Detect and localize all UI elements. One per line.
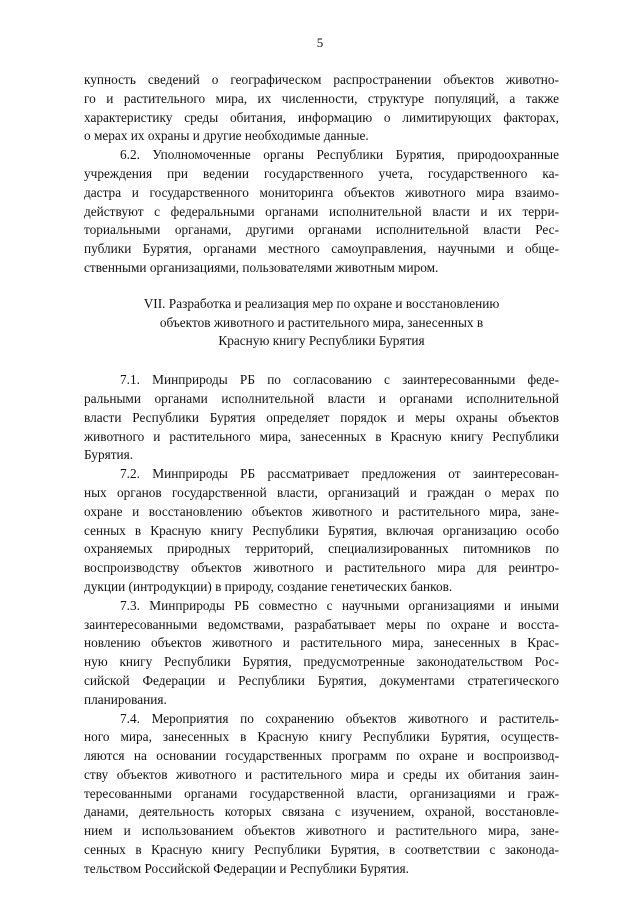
paragraph-7-4 xyxy=(84,710,559,879)
text-line: 7.4. Мероприятия по сохранению объектов животного и раститель- xyxy=(120,710,559,726)
paragraph-7-3 xyxy=(84,597,559,710)
text-line: воспроизводству объектов животного и растительного мира для реинтро- xyxy=(84,560,559,576)
text-line: ного мира, занесенных в Красную книгу Республики Бурятия, осуществ- xyxy=(84,729,559,745)
text-line: ственными организациями, пользователями животным миром. xyxy=(84,259,439,275)
text-line: тересованными органами государственной власти, организациями и граж- xyxy=(84,785,559,801)
text-line: охраняемых природных территорий, специализированных питомников по xyxy=(84,541,559,557)
text-line: 6.2. Уполномоченные органы Республики Бурятия, природоохранные xyxy=(120,147,559,163)
heading-line: VII. Разработка и реализация мер по охране и восстановлению xyxy=(143,295,500,311)
paragraph-7-2 xyxy=(84,465,559,597)
text-line: сенных в Красную книгу Республики Бурятия, включая организацию особо xyxy=(84,522,559,538)
text-line: публики Бурятия, органами местного самоуправления, научными и обще- xyxy=(84,241,559,257)
text-line: учреждения при ведении государственного учета, государственного ка- xyxy=(84,165,559,181)
text-line: охране и восстановлению объектов животного и растительного мира, зане- xyxy=(84,503,559,519)
text-line: ляются на основании государственных программ по охране и воспроизвод- xyxy=(84,748,559,764)
text-line: характеристику среды обитания, информацию о лимитирующих факторах, xyxy=(84,109,559,125)
text-line: ральными органами исполнительной власти и органами исполнительной xyxy=(84,390,559,406)
heading-line: Красную книгу Республики Бурятия xyxy=(218,333,425,349)
text-line: нием и использованием объектов животного и растительного мира, зане- xyxy=(84,823,559,839)
text-line: купность сведений о географическом распространении объектов животно- xyxy=(84,72,559,87)
paragraph-6-1-continuation xyxy=(84,71,559,146)
text-line: сенных в Красную книгу Республики Бурятия, в соответствии с законода- xyxy=(84,842,559,858)
heading-line: объектов животного и растительного мира, занесенных в xyxy=(159,314,484,330)
text-line: планирования. xyxy=(84,691,167,707)
section-heading-vii xyxy=(84,295,559,351)
text-line: животного и растительного мира, занесенных в Красную книгу Республики xyxy=(84,428,559,444)
text-line: новлению объектов животного и растительного мира, занесенных в Крас- xyxy=(84,635,559,651)
text-line: власти Республики Бурятия определяет порядок и меры охраны объектов xyxy=(84,409,559,425)
text-line: Бурятия. xyxy=(84,447,134,463)
text-line: заинтересованными ведомствами, разрабатывает меры по охране и восста- xyxy=(84,616,559,632)
text-line: дастра и государственного мониторинга объектов животного мира взаимо- xyxy=(84,184,559,200)
text-line: данами, деятельность которых связана с изучением, охраной, восстановле- xyxy=(84,804,559,820)
text-line: о мерах их охраны и другие необходимые данные. xyxy=(84,128,369,144)
text-line: ториальными органами, другими органами исполнительной власти Рес- xyxy=(84,222,559,238)
text-line: 7.3. Минприроды РБ совместно с научными организациями и иными xyxy=(120,597,559,613)
text-line: сийской Федерации и Республики Бурятия, документами стратегического xyxy=(84,672,559,688)
text-line: дукции (интродукции) в природу, создание генетических банков. xyxy=(84,578,453,594)
text-line: действуют с федеральными органами исполнительной власти и их терри- xyxy=(84,203,559,219)
document-body xyxy=(84,71,559,879)
text-line: ную книгу Республики Бурятия, предусмотренные законодательством Рос- xyxy=(84,654,559,670)
text-line: тельством Российской Федерации и Республики Бурятия. xyxy=(84,860,409,876)
text-line: 7.1. Минприроды РБ по согласованию с заинтересованными феде- xyxy=(120,372,559,388)
text-line: ству объектов животного и растительного мира и среды их обитания заин- xyxy=(84,766,559,782)
page-number: 5 xyxy=(316,35,324,50)
text-line: го и растительного мира, их численности, структуре популяций, а также xyxy=(84,90,559,106)
paragraph-7-1 xyxy=(84,371,559,465)
paragraph-6-2 xyxy=(84,146,559,278)
text-line: 7.2. Минприроды РБ рассматривает предложения от заинтересован- xyxy=(120,466,559,482)
text-line: ных органов государственной власти, организаций и граждан о мерах по xyxy=(84,484,559,500)
